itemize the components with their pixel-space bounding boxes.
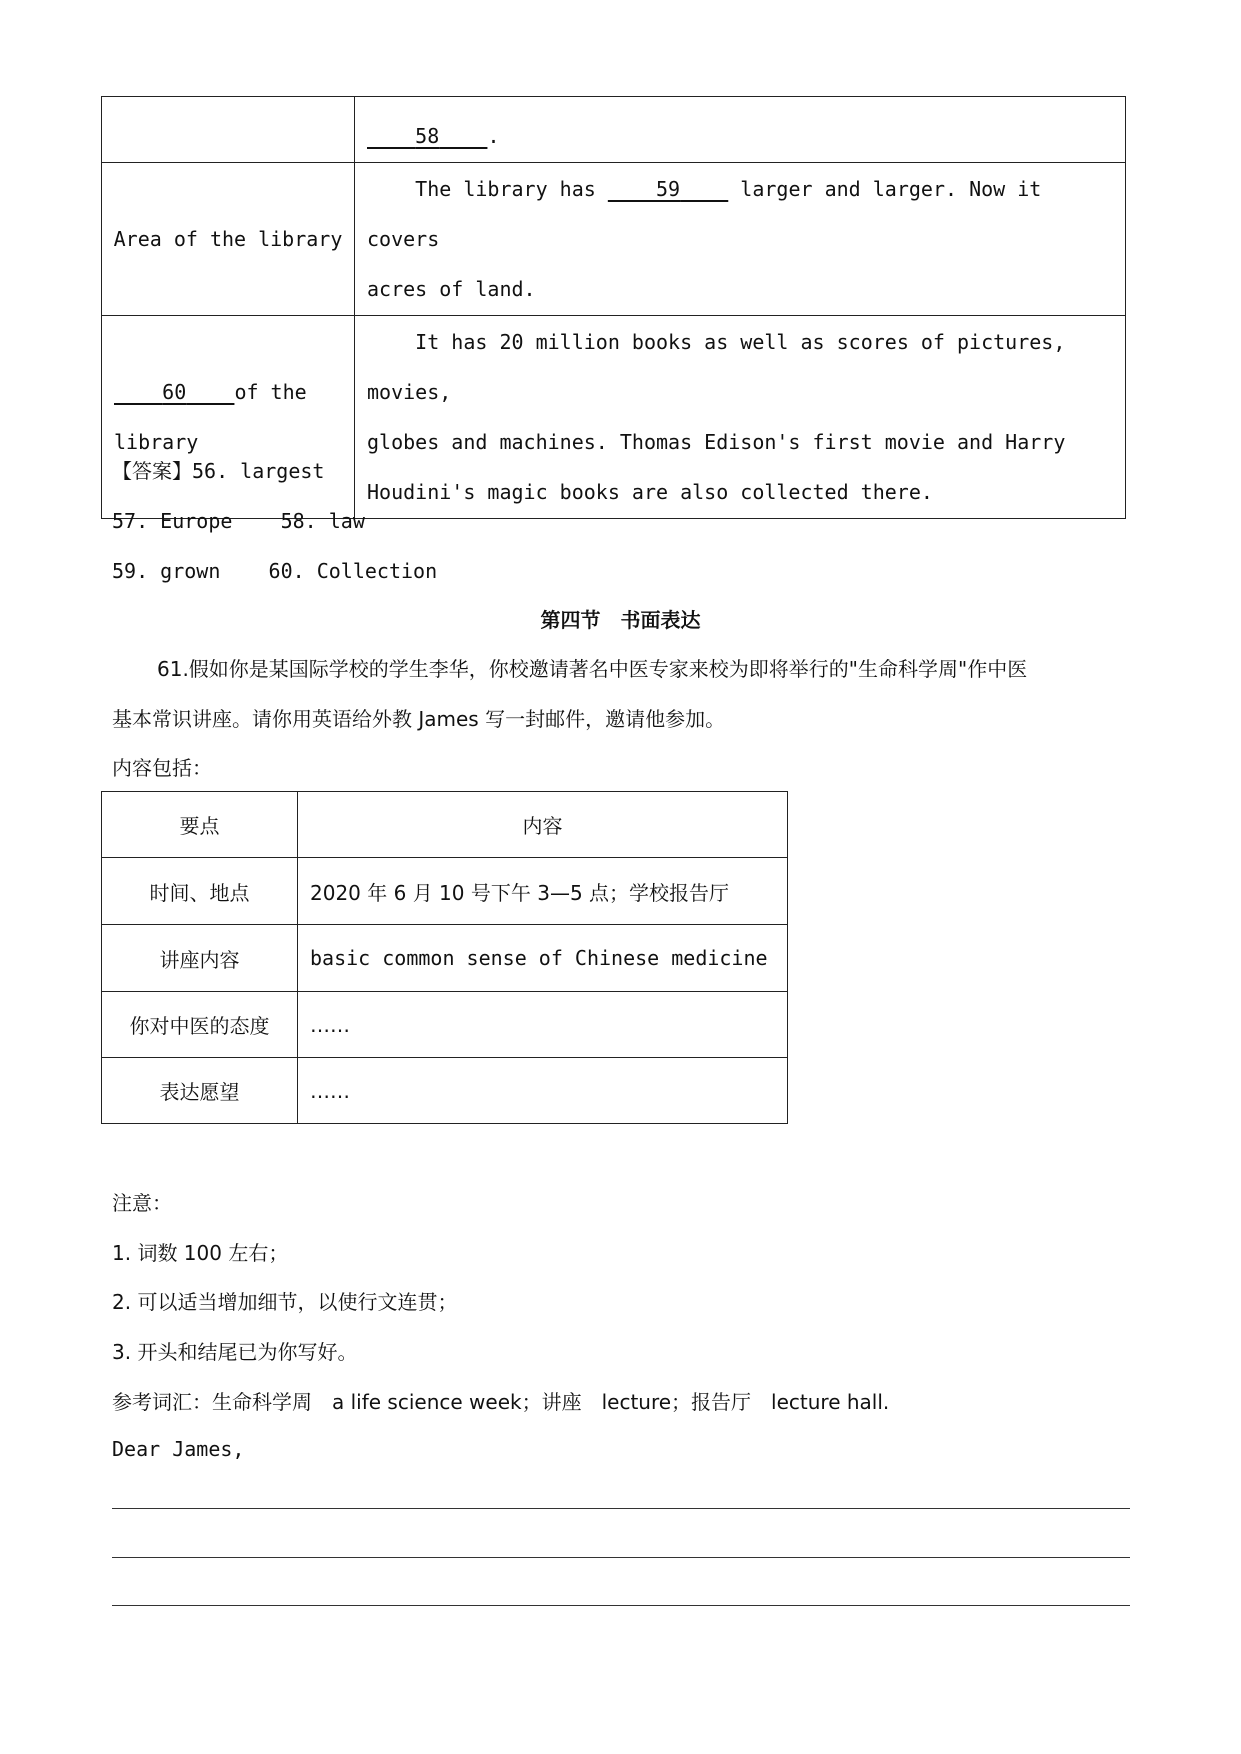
row3-line2: globes and machines. Thomas Edison's first movie and Harry — [367, 430, 1066, 454]
row3-label-line2: library — [114, 430, 199, 454]
table2-row3-key: 你对中医的态度 — [102, 992, 298, 1058]
table2-row1-key: 时间、地点 — [102, 858, 298, 925]
row1-label-cell — [102, 97, 355, 163]
writing-line-3 — [112, 1605, 1130, 1606]
note-item-2: 2. 可以适当增加细节，以使行文连贯； — [112, 1290, 458, 1314]
contents-label: 内容包括： — [112, 756, 212, 780]
section-title: 第四节 书面表达 — [540, 608, 701, 632]
prompt-line1: 61.假如你是某国际学校的学生李华，你校邀请著名中医专家来校为即将举行的"生命科学周"作中医 — [157, 657, 1028, 681]
table2-row4-key: 表达愿望 — [102, 1058, 298, 1124]
row2-label: Area of the library — [113, 227, 343, 251]
notes-title: 注意： — [112, 1191, 172, 1215]
row2-line2: acres of land. — [367, 277, 536, 301]
prompt-line2: 基本常识讲座。请你用英语给外教 James 写一封邮件，邀请他参加。 — [112, 707, 726, 731]
row3-content-cell — [355, 316, 1126, 519]
table2-row4-value: …… — [298, 1058, 788, 1124]
row3-line1: It has 20 million books as well as scores of pictures, movies, — [367, 330, 1066, 404]
row3-line3: Houdini's magic books are also collected there. — [367, 480, 933, 504]
writing-line-1 — [112, 1508, 1130, 1509]
table2-header-key: 要点 — [102, 792, 298, 858]
table2-row2-key: 讲座内容 — [102, 925, 298, 992]
note-item-3: 3. 开头和结尾已为你写好。 — [112, 1340, 358, 1364]
note-item-1: 1. 词数 100 左右； — [112, 1241, 289, 1265]
blank-59: 59 — [656, 177, 681, 201]
writing-line-2 — [112, 1557, 1130, 1558]
blank-60: 60 — [162, 380, 187, 404]
requirements-table — [101, 791, 788, 1124]
table2-row2-value: basic common sense of Chinese medicine — [298, 925, 788, 992]
row2-line1: The library has 59 larger and larger. Now it covers — [367, 177, 1042, 251]
table2-row1-value: 2020 年 6 月 10 号下午 3—5 点；学校报告厅 — [298, 858, 788, 925]
blank-58: 58 — [415, 124, 440, 148]
row2-label-cell — [102, 163, 355, 316]
table2-row3-value: …… — [298, 992, 788, 1058]
row3-label-cell — [102, 316, 355, 519]
answer-line-1: 【答案】56. largest — [112, 459, 325, 483]
reference-vocabulary: 参考词汇：生命科学周 a life science week；讲座 lecture；报告厅 lecture hall. — [112, 1390, 890, 1414]
row3-label-line1: 60 of the — [114, 367, 353, 417]
row2-content-cell — [355, 163, 1126, 316]
table2-header-content: 内容 — [298, 792, 788, 858]
greeting: Dear James, — [112, 1437, 245, 1461]
answer-line-2: 57. Europe 58. law — [112, 509, 365, 533]
answer-line-3: 59. grown 60. Collection — [112, 559, 438, 583]
row1-content-cell: 58 . — [355, 97, 1126, 163]
